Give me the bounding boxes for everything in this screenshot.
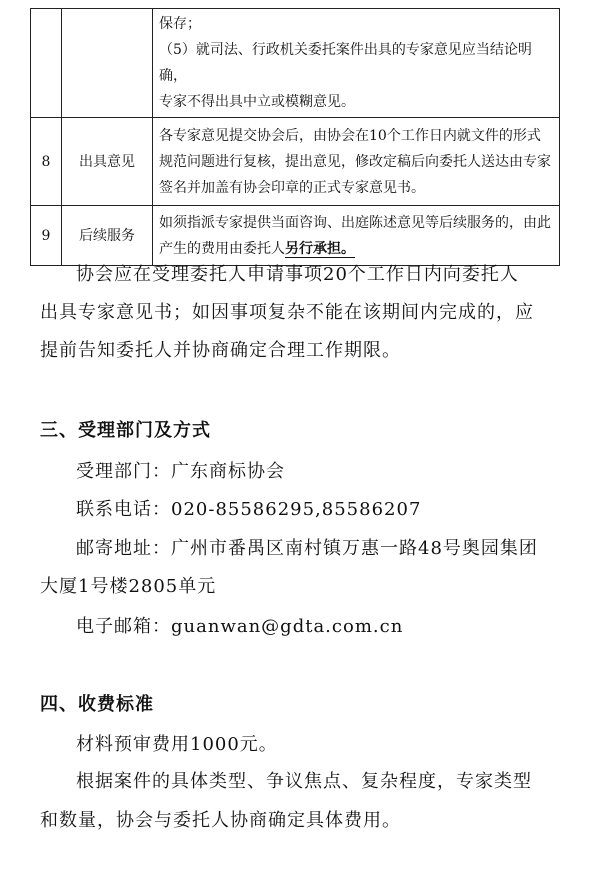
section-heading: 三、受理部门及方式 xyxy=(40,420,211,441)
step-description xyxy=(153,118,560,206)
fee-note-line: 根据案件的具体类型、争议焦点、复杂程度，专家类型 xyxy=(76,771,532,792)
step-name xyxy=(62,9,153,118)
phone-line: 联系电话：020-85586295,85586207 xyxy=(76,499,422,520)
description-line: 专家不得出具中立或模糊意见。 xyxy=(159,94,355,110)
description-line: 保存； xyxy=(159,16,201,32)
description-line: （5）就司法、行政机关委托案件出具的专家意见应当结论明确， xyxy=(159,42,532,84)
fee-note-line: 和数量，协会与委托人协商确定具体费用。 xyxy=(40,810,401,831)
row-number: 9 xyxy=(31,206,62,266)
row-number: 8 xyxy=(31,118,62,206)
section-heading: 四、收费标准 xyxy=(40,694,154,715)
table-row xyxy=(31,118,560,206)
paragraph-line: 出具专家意见书；如因事项复杂不能在该期间内完成的，应 xyxy=(40,302,534,323)
description-line: 如须指派专家提供当面咨询、出庭陈述意见等后续服务的，由此 xyxy=(159,214,551,231)
step-name: 后续服务 xyxy=(62,206,153,266)
procedure-table xyxy=(30,8,560,266)
description-line: 各专家意见提交协会后，由协会在10个工作日内就文件的形式 xyxy=(159,127,541,144)
department-line: 受理部门：广东商标协会 xyxy=(76,461,285,482)
paragraph-line: 协会应在受理委托人申请事项20个工作日内向委托人 xyxy=(76,264,519,285)
description-line: 规范问题进行复核，提出意见，修改定稿后向委托人送达由专家 xyxy=(159,153,551,170)
fee-line: 材料预审费用1000元。 xyxy=(76,734,278,755)
description-line: 签名并加盖有协会印章的正式专家意见书。 xyxy=(159,179,425,196)
email-line: 电子邮箱：guanwan@gdta.com.cn xyxy=(76,616,404,637)
intro-paragraph xyxy=(40,256,560,370)
step-description xyxy=(153,9,560,118)
emphasized-text: 另行承担。 xyxy=(285,240,355,257)
description-text: 产生的费用由委托人 xyxy=(159,240,285,257)
row-number xyxy=(31,9,62,118)
table-row xyxy=(31,9,560,118)
step-name: 出具意见 xyxy=(62,118,153,206)
address-line: 邮寄地址：广州市番禺区南村镇万惠一路48号奥园集团 xyxy=(76,538,538,559)
paragraph-line: 提前告知委托人并协商确定合理工作期限。 xyxy=(40,340,401,361)
address-line: 大厦1号楼2805单元 xyxy=(40,576,217,597)
